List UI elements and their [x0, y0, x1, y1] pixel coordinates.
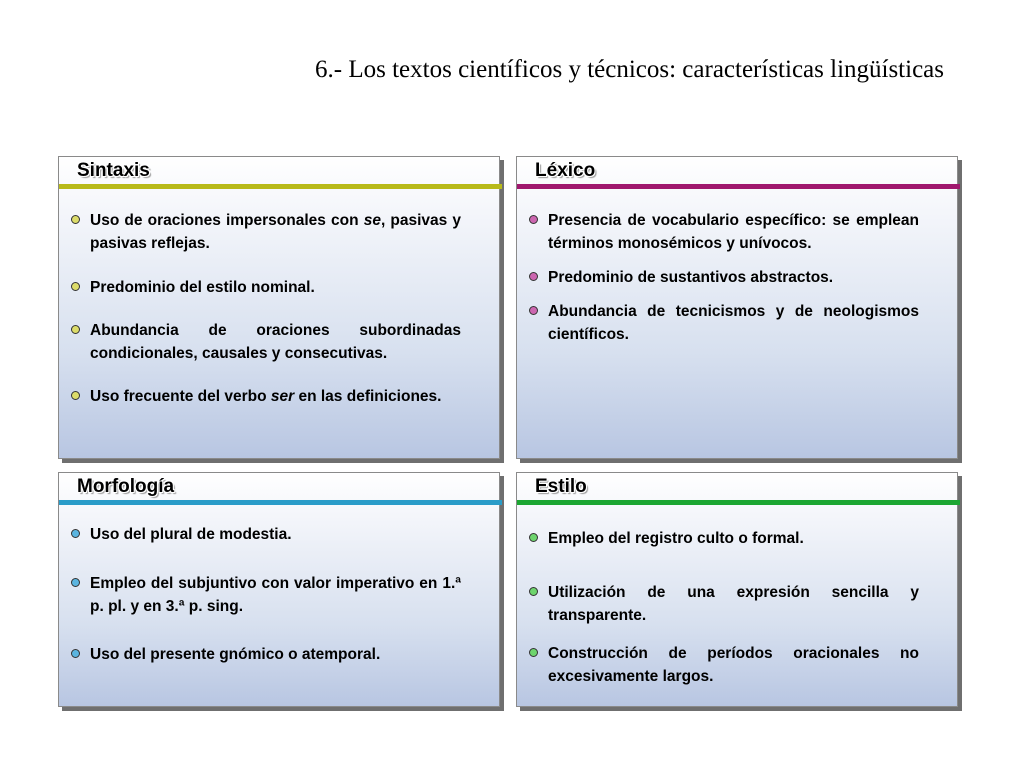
panel-heading: Morfología — [77, 476, 175, 497]
panel-lexico — [516, 156, 958, 459]
panel-heading: Estilo — [535, 476, 587, 497]
bullet-icon — [71, 649, 80, 658]
panel-sintaxis — [58, 156, 500, 459]
bullet-icon — [529, 587, 538, 596]
bullet-list — [529, 209, 919, 346]
item-text: Predominio de sustantivos abstractos. — [548, 269, 834, 286]
bullet-icon — [529, 215, 538, 224]
item-text: Uso del presente gnómico o atemporal. — [90, 646, 381, 663]
heading-underline — [59, 500, 502, 505]
bullet-icon — [71, 282, 80, 291]
bullet-icon — [71, 325, 80, 334]
item-text: Uso del plural de modestia. — [90, 526, 292, 543]
bullet-icon — [71, 391, 80, 400]
heading-underline — [517, 184, 960, 189]
list-item — [71, 523, 461, 546]
item-text: Predominio del estilo nominal. — [90, 279, 315, 296]
bullet-list — [529, 527, 919, 688]
list-item — [71, 319, 461, 365]
item-text: Empleo del registro culto o formal. — [548, 530, 804, 547]
item-text: Utilización de una expresión sencilla y transparente. — [548, 584, 919, 624]
item-text: Presencia de vocabulario específico: se emplean términos monosémicos y unívocos. — [548, 212, 919, 252]
bullet-list — [71, 523, 461, 666]
list-item — [71, 276, 461, 299]
heading-underline — [59, 184, 502, 189]
item-text: Abundancia de oraciones subordinadas condicionales, causales y consecutivas. — [90, 322, 461, 362]
bullet-icon — [529, 533, 538, 542]
list-item — [529, 266, 919, 289]
item-text: Uso frecuente del verbo ser en las definiciones. — [90, 388, 442, 405]
list-item — [71, 643, 461, 666]
panel-heading: Sintaxis — [77, 160, 150, 181]
bullet-icon — [529, 648, 538, 657]
panel-estilo — [516, 472, 958, 707]
bullet-icon — [529, 272, 538, 281]
bullet-list — [71, 209, 461, 408]
bullet-icon — [71, 215, 80, 224]
item-text: Construcción de períodos oracionales no excesivamente largos. — [548, 645, 919, 685]
list-item — [529, 581, 919, 627]
item-text: Empleo del subjuntivo con valor imperativo en 1.ª p. pl. y en 3.ª p. sing. — [90, 575, 461, 615]
bullet-icon — [529, 306, 538, 315]
list-item — [529, 527, 919, 550]
list-item — [529, 209, 919, 255]
list-item — [529, 300, 919, 346]
list-item — [71, 209, 461, 255]
list-item — [71, 572, 461, 618]
item-text: Uso de oraciones impersonales con se, pasivas y pasivas reflejas. — [90, 212, 461, 252]
list-item — [71, 385, 461, 408]
bullet-icon — [71, 529, 80, 538]
slide-title: 6.- Los textos científicos y técnicos: características lingüísticas — [315, 56, 944, 83]
bullet-icon — [71, 578, 80, 587]
list-item — [529, 642, 919, 688]
item-text: Abundancia de tecnicismos y de neologismos científicos. — [548, 303, 919, 343]
panel-heading: Léxico — [535, 160, 596, 181]
heading-underline — [517, 500, 960, 505]
panel-morfologia — [58, 472, 500, 707]
